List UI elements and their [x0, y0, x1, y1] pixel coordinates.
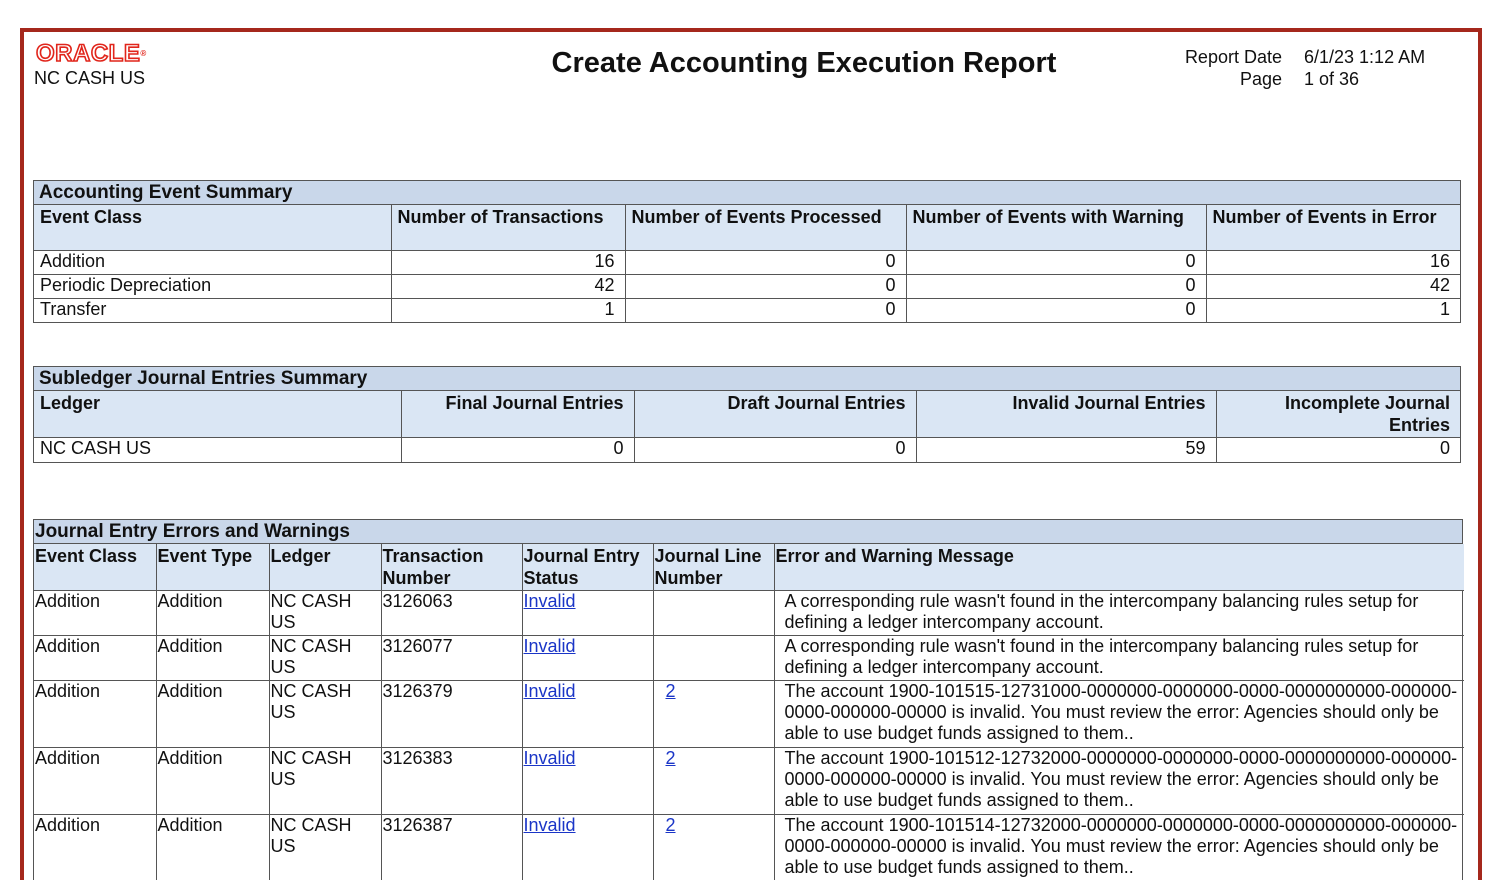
section-title: Accounting Event Summary: [34, 181, 1460, 205]
event-class-cell: Transfer: [34, 298, 391, 322]
invalid-status-link[interactable]: Invalid: [523, 591, 576, 611]
event-type-cell: Addition: [156, 591, 269, 636]
report-date-label: Report Date: [1184, 47, 1282, 67]
message-cell: The account 1900-101515-12731000-0000000-0000000-0000-0000000000-000000-0000-000000-00000 is invalid. You must review the error: Agencies should only be able to use budget funds assigned to them..: [774, 681, 1464, 748]
column-header: Journal Line Number: [653, 544, 774, 591]
column-header: Final Journal Entries: [401, 391, 634, 438]
column-header: Number of Transactions: [391, 205, 625, 250]
transaction-number-cell: 3126383: [381, 748, 522, 815]
table-row: [34, 438, 1460, 462]
event-class-cell: Addition: [34, 681, 156, 748]
column-header: Journal Entry Status: [522, 544, 653, 591]
report-date-value: 6/1/23 1:12 AM: [1304, 47, 1426, 67]
warning-cell: 0: [906, 250, 1206, 274]
event-class-cell: Addition: [34, 591, 156, 636]
journal-entry-errors: [33, 519, 1463, 880]
invalid-status-link[interactable]: Invalid: [523, 636, 576, 656]
ledger-cell: NC CASH US: [269, 681, 381, 748]
event-class-cell: Periodic Depreciation: [34, 274, 391, 298]
line-number-cell: [653, 636, 774, 681]
column-header: Ledger: [269, 544, 381, 591]
invalid-status-link[interactable]: Invalid: [523, 815, 576, 835]
invalid-cell: 59: [916, 438, 1216, 462]
table-row: [34, 815, 1464, 880]
ledger-cell: NC CASH US: [269, 636, 381, 681]
ledger-cell: NC CASH US: [269, 748, 381, 815]
processed-cell: 0: [625, 298, 906, 322]
journal-summary-table: [34, 391, 1460, 462]
invalid-status-link[interactable]: Invalid: [523, 681, 576, 701]
column-header: Number of Events Processed: [625, 205, 906, 250]
invalid-status-link[interactable]: Invalid: [523, 748, 576, 768]
oracle-logo: ORACLE®: [36, 40, 147, 67]
final-cell: 0: [401, 438, 634, 462]
transaction-number-cell: 3126379: [381, 681, 522, 748]
transaction-number-cell: 3126063: [381, 591, 522, 636]
message-cell: A corresponding rule wasn't found in the intercompany balancing rules setup for defining a ledger intercompany account.: [774, 591, 1464, 636]
ledger-cell: NC CASH US: [269, 591, 381, 636]
line-number-cell: [653, 815, 774, 880]
processed-cell: 0: [625, 250, 906, 274]
draft-cell: 0: [634, 438, 916, 462]
status-cell: [522, 636, 653, 681]
header-row: [34, 544, 1464, 591]
line-number-cell: [653, 591, 774, 636]
event-type-cell: Addition: [156, 681, 269, 748]
processed-cell: 0: [625, 274, 906, 298]
page-label: Page: [1239, 69, 1282, 89]
transactions-cell: 42: [391, 274, 625, 298]
table-row: [34, 748, 1464, 815]
errors-table: [34, 544, 1464, 880]
report-meta-values: [1304, 46, 1464, 90]
table-row: [34, 636, 1464, 681]
table-row: [34, 681, 1464, 748]
subledger-journal-summary: [33, 366, 1461, 463]
line-number-cell: [653, 748, 774, 815]
event-type-cell: Addition: [156, 815, 269, 880]
line-number-link[interactable]: 2: [665, 815, 676, 835]
event-type-cell: Addition: [156, 636, 269, 681]
column-header: Invalid Journal Entries: [916, 391, 1216, 438]
incomplete-cell: 0: [1439, 438, 1450, 458]
status-cell: [522, 748, 653, 815]
event-class-cell: Addition: [34, 815, 156, 880]
status-cell: [522, 591, 653, 636]
event-class-cell: Addition: [34, 748, 156, 815]
message-cell: The account 1900-101512-12732000-0000000-0000000-0000-0000000000-000000-0000-000000-00000 is invalid. You must review the error: Agencies should only be able to use budget funds assigned to them..: [774, 748, 1464, 815]
transaction-number-cell: 3126077: [381, 636, 522, 681]
report-meta-labels: [1172, 46, 1282, 90]
header-row: [34, 205, 1460, 250]
line-number-link[interactable]: 2: [665, 681, 676, 701]
message-cell: A corresponding rule wasn't found in the intercompany balancing rules setup for defining a ledger intercompany account.: [774, 636, 1464, 681]
warning-cell: 0: [906, 274, 1206, 298]
column-header: Ledger: [34, 391, 401, 438]
page-value: 1 of 36: [1304, 69, 1360, 89]
transactions-cell: 1: [391, 298, 625, 322]
column-header: Incomplete Journal Entries: [1216, 391, 1460, 438]
ledger-cell: NC CASH US: [34, 438, 401, 462]
error-cell: 42: [1206, 274, 1460, 298]
status-cell: [522, 681, 653, 748]
column-header: Draft Journal Entries: [634, 391, 916, 438]
event-class-cell: Addition: [34, 250, 391, 274]
column-header: Number of Events with Warning: [906, 205, 1206, 250]
table-row: [34, 298, 1460, 322]
section-title: Journal Entry Errors and Warnings: [34, 520, 1462, 544]
error-cell: 16: [1206, 250, 1460, 274]
event-type-cell: Addition: [156, 748, 269, 815]
line-number-link[interactable]: 2: [665, 748, 676, 768]
status-cell: [522, 815, 653, 880]
column-header: Event Type: [156, 544, 269, 591]
report-page: [20, 28, 1482, 880]
column-header: Error and Warning Message: [774, 544, 1464, 591]
column-header: Event Class: [34, 205, 391, 250]
event-summary-table: [34, 205, 1460, 322]
ledger-cell: NC CASH US: [269, 815, 381, 880]
line-number-cell: [653, 681, 774, 748]
event-class-cell: Addition: [34, 636, 156, 681]
transactions-cell: 16: [391, 250, 625, 274]
table-row: [34, 274, 1460, 298]
org-name: NC CASH US: [34, 68, 146, 88]
header-row: [34, 391, 1460, 438]
error-cell: 1: [1439, 298, 1450, 319]
accounting-event-summary: [33, 180, 1461, 323]
report-title: Create Accounting Execution Report: [551, 47, 1057, 79]
transaction-number-cell: 3126387: [381, 815, 522, 880]
column-header: Number of Events in Error: [1206, 205, 1460, 250]
warning-cell: 0: [906, 298, 1206, 322]
column-header: Event Class: [34, 544, 156, 591]
message-cell: The account 1900-101514-12732000-0000000-0000000-0000-0000000000-000000-0000-000000-00000 is invalid. You must review the error: Agencies should only be able to use budget funds assigned to them..: [784, 815, 1458, 877]
section-title: Subledger Journal Entries Summary: [34, 367, 1460, 391]
column-header: Transaction Number: [381, 544, 522, 591]
table-row: [34, 591, 1464, 636]
table-row: [34, 250, 1460, 274]
